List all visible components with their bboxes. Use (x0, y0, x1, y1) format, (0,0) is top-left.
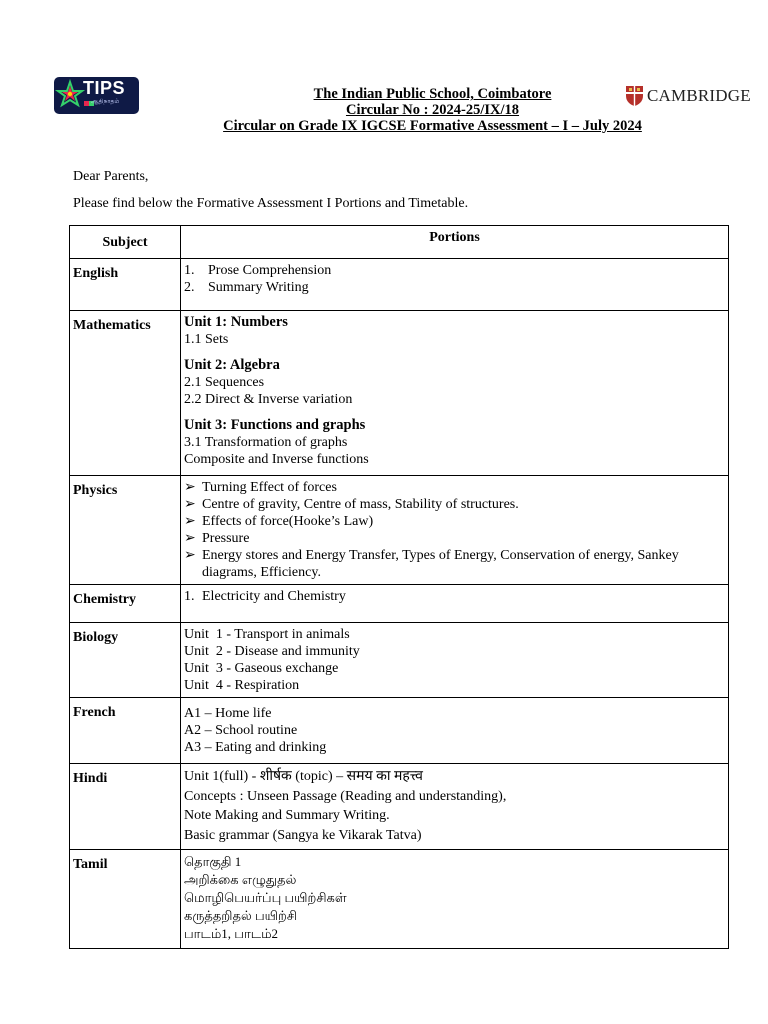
topic-line: A3 – Eating and drinking (184, 740, 327, 755)
topic-line: A1 – Home life (184, 706, 272, 721)
arrow-bullet-icon: ➢ (184, 548, 196, 563)
subject-header: Subject (70, 226, 181, 259)
list-item: ➢ Effects of force(Hooke’s Law) (184, 514, 374, 529)
tips-brand-text: TIPS (83, 78, 126, 98)
topic-line: அறிக்கை எழுதுதல் (184, 872, 297, 887)
table-row (70, 698, 729, 764)
portions-chemistry (181, 585, 729, 623)
topic-line: 1.1 Sets (184, 332, 229, 347)
subject-mathematics: Mathematics (70, 311, 181, 476)
school-name: The Indian Public School, Coimbatore (313, 86, 552, 102)
arrow-bullet-icon: ➢ (184, 514, 196, 529)
list-item: ➢ Centre of gravity, Centre of mass, Stability of structures. (184, 497, 519, 512)
table-row (70, 311, 729, 476)
subject-chemistry: Chemistry (70, 585, 181, 623)
topic-line: Unit 2 - Disease and immunity (184, 644, 360, 659)
circular-number: Circular No : 2024-25/IX/18 (345, 102, 520, 118)
unit-title: Unit 2: Algebra (184, 357, 280, 373)
unit-title: Unit 3: Functions and graphs (184, 417, 366, 433)
topic-line: பாடம்1, பாடம்2 (184, 926, 279, 941)
portions-physics (181, 476, 729, 585)
intro-text: Please find below the Formative Assessment I Portions and Timetable. (73, 196, 469, 211)
topic-line: 2.2 Direct & Inverse variation (184, 392, 353, 407)
cambridge-shield-icon (625, 85, 644, 107)
list-item: ➢ Turning Effect of forces (184, 480, 337, 495)
topic-line: 3.1 Transformation of graphs (184, 435, 348, 450)
cambridge-text: CAMBRIDGE (647, 86, 751, 105)
portions-english (181, 259, 729, 311)
cambridge-logo (625, 84, 751, 108)
topic-line: Unit 1(full) - शीर्षक (topic) – समय का महत्त्व (184, 769, 423, 784)
table-row (70, 850, 729, 949)
topic-line: தொகுதி 1 (184, 854, 242, 869)
arrow-bullet-icon: ➢ (184, 480, 196, 495)
list-item: 1. Electricity and Chemistry (184, 589, 346, 604)
portions-hindi (181, 764, 729, 850)
portions-french (181, 698, 729, 764)
topic-line: A2 – School routine (184, 723, 298, 738)
list-item: 2. Summary Writing (184, 280, 309, 295)
subject-french: French (70, 698, 181, 764)
topic-line: Unit 1 - Transport in animals (184, 627, 350, 642)
arrow-bullet-icon: ➢ (184, 531, 196, 546)
subject-english: English (70, 259, 181, 311)
unit-title: Unit 1: Numbers (184, 314, 288, 330)
table-row (70, 259, 729, 311)
circular-subject: Circular on Grade IX IGCSE Formative Assessment – I – July 2024 (223, 118, 642, 134)
subject-tamil: Tamil (70, 850, 181, 949)
table-header-row (70, 226, 729, 259)
subject-hindi: Hindi (70, 764, 181, 850)
portions-tamil (181, 850, 729, 949)
topic-line: 2.1 Sequences (184, 375, 265, 390)
arrow-bullet-icon: ➢ (184, 497, 196, 512)
portions-header: Portions (181, 226, 729, 259)
portions-mathematics (181, 311, 729, 476)
list-item: ➢ Pressure (184, 531, 250, 546)
topic-line: Unit 4 - Respiration (184, 678, 300, 693)
topic-line: மொழிபெயர்ப்பு பயிற்சிகள் (184, 890, 347, 905)
table-row (70, 476, 729, 585)
portions-biology (181, 623, 729, 698)
topic-line: Composite and Inverse functions (184, 452, 369, 467)
portions-table (69, 225, 729, 949)
table-row (70, 623, 729, 698)
topic-line: Unit 3 - Gaseous exchange (184, 661, 339, 676)
tips-sub-text: ஆதிநாதம் (91, 99, 120, 105)
subject-physics: Physics (70, 476, 181, 585)
topic-line: Note Making and Summary Writing. (184, 808, 390, 823)
topic-line: கருத்தறிதல் பயிற்சி (184, 908, 298, 923)
topic-line: Concepts : Unseen Passage (Reading and understanding), (184, 788, 507, 804)
list-item: 1. Prose Comprehension (184, 263, 332, 278)
table-row (70, 764, 729, 850)
list-item: ➢ Energy stores and Energy Transfer, Types of Energy, Conservation of energy, Sankey diagrams, Efficiency. (184, 548, 679, 580)
topic-line: Basic grammar (Sangya ke Vikarak Tatva) (184, 827, 422, 843)
table-row (70, 585, 729, 623)
tips-logo (54, 77, 139, 114)
subject-biology: Biology (70, 623, 181, 698)
salutation: Dear Parents, (73, 169, 149, 184)
